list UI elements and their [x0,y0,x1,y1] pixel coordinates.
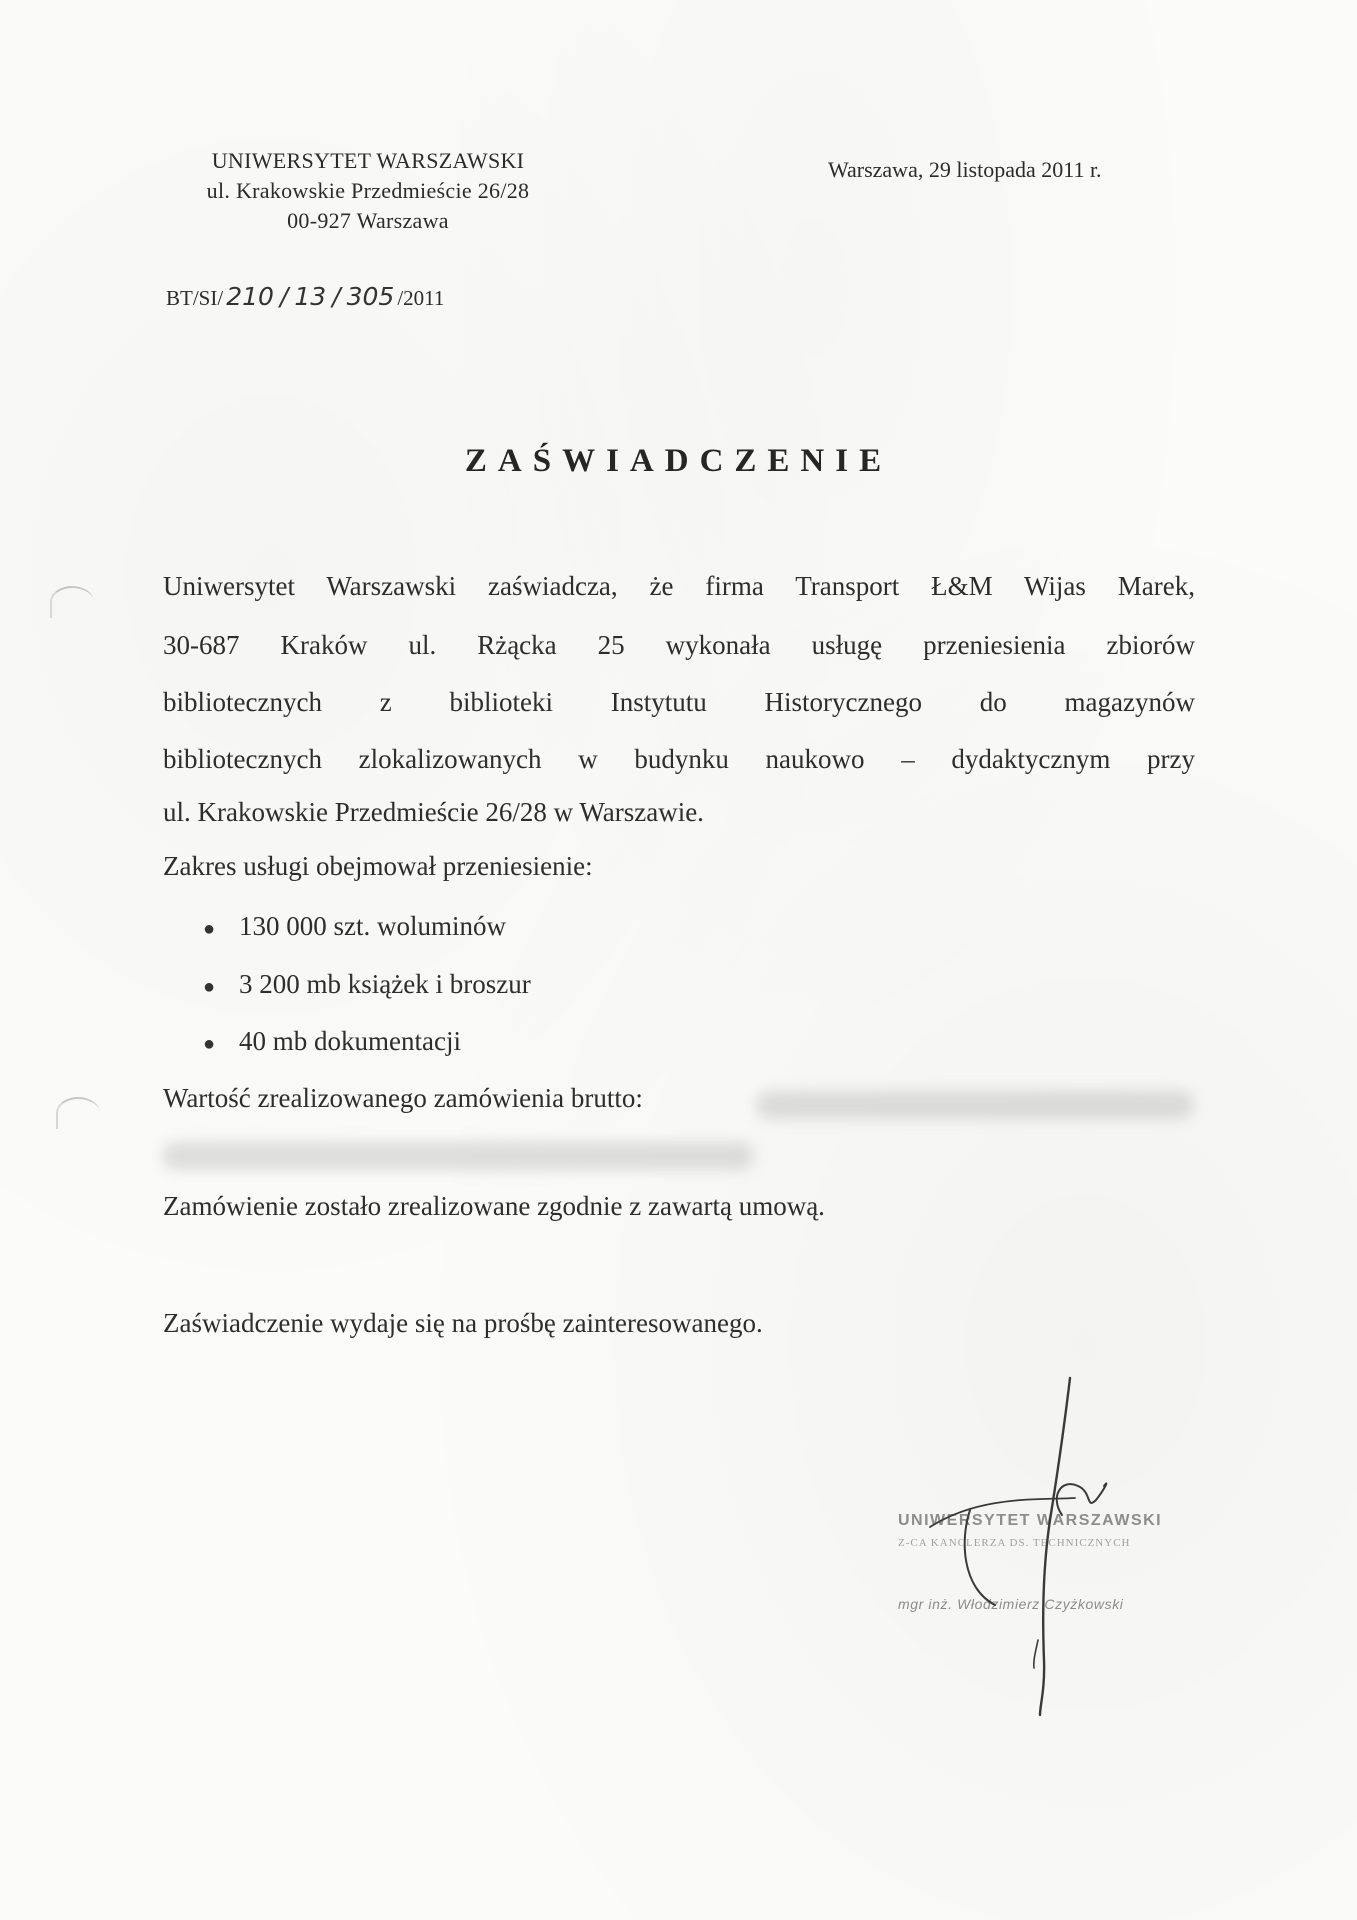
redacted-value-1 [756,1091,1194,1119]
paragraph-line-3: bibliotecznych z biblioteki Instytutu Historycznego do magazynów [163,687,1195,717]
reference-separator-2: / [332,282,341,311]
redacted-value-2 [162,1142,754,1170]
paper-curl-mark [50,586,94,618]
scope-item-text: 130 000 szt. woluminów [239,911,506,941]
value-label: Wartość zrealizowanego zamówienia brutto: [163,1083,643,1113]
completion-statement: Zamówienie zostało zrealizowane zgodnie z zawartą umową. [163,1191,825,1221]
sender-address [168,146,568,236]
scope-item-1 [203,911,1235,942]
reference-separator-1: / [279,282,289,311]
reference-handwritten-1: 210 [226,282,274,311]
paragraph-line-2: 30-687 Kraków ul. Rżącka 25 wykonała usługę przeniesienia zbiorów [163,630,1195,660]
paragraph-line-1: Uniwersytet Warszawski zaświadcza, że firma Transport Ł&M Wijas Marek, [163,571,1195,601]
sender-street: ul. Krakowskie Przedmieście 26/28 [206,178,530,203]
stamp-university: UNIWERSYTET WARSZAWSKI [898,1512,1163,1529]
paper-curl-mark [56,1097,100,1129]
reference-suffix: /2011 [397,286,445,310]
scope-item-3 [203,1026,1235,1057]
document-date: Warszawa, 29 listopada 2011 r. [828,157,1102,182]
bullet-icon: ● [203,918,216,940]
bullet-icon: ● [203,976,216,998]
paragraph-line-5: ul. Krakowskie Przedmieście 26/28 w Warszawie. [163,797,704,827]
closing-statement: Zaświadczenie wydaje się na prośbę zainteresowanego. [163,1308,763,1338]
reference-handwritten-2: 13 [294,282,327,311]
scope-item-2 [203,969,1235,1000]
paragraph-line-4: bibliotecznych zlokalizowanych w budynku naukowo – dydaktycznym przy [163,744,1195,774]
sender-city: 00-927 Warszawa [287,208,449,233]
reference-handwritten-3: 305 [346,282,395,311]
bullet-icon: ● [203,1033,216,1055]
scope-intro: Zakres usługi obejmował przeniesienie: [163,851,593,881]
scope-item-text: 3 200 mb książek i broszur [239,969,531,999]
reference-prefix: BT/SI/ [166,286,224,310]
document-title: ZAŚWIADCZENIE [464,443,893,479]
sender-name: UNIWERSYTET WARSZAWSKI [211,148,525,173]
stamp-signatory: mgr inż. Włodzimierz Czyżkowski [898,1596,1124,1612]
scope-item-text: 40 mb dokumentacji [239,1026,461,1056]
stamp-position: Z-CA KANCLERZA DS. TECHNICZNYCH [898,1537,1131,1549]
reference-number [166,282,444,311]
